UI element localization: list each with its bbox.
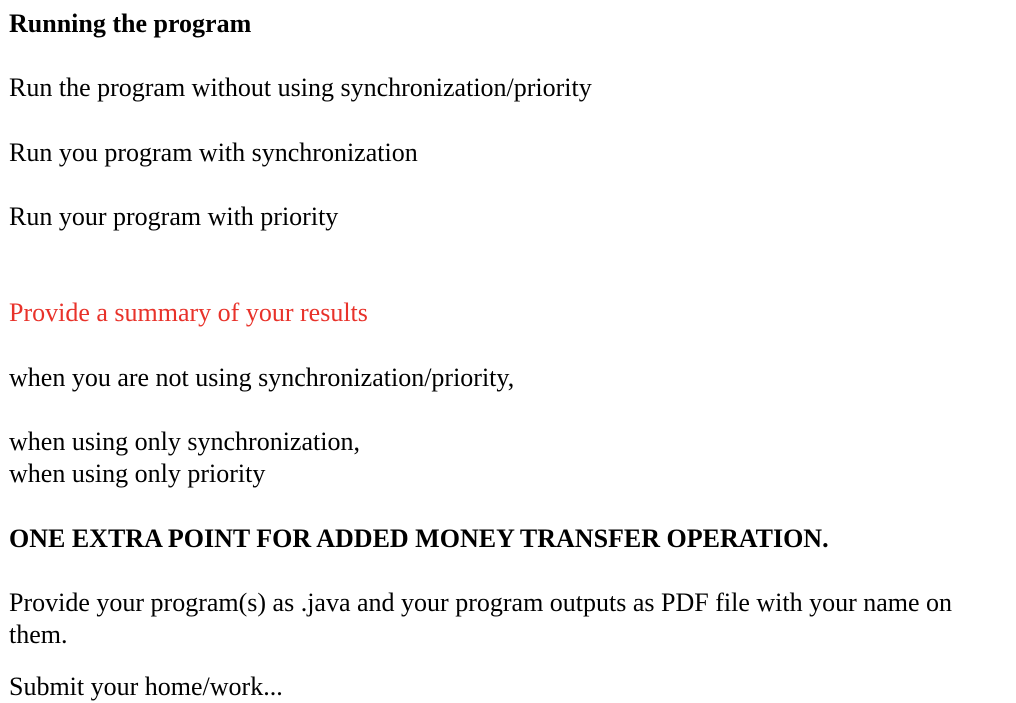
run-item-sync: Run you program with synchronization — [9, 138, 418, 167]
run-item-priority: Run your program with priority — [9, 202, 339, 231]
summary-item-sync-only: when using only synchronization, — [9, 427, 360, 456]
summary-item-priority-only: when using only priority — [9, 459, 266, 488]
summary-item-no-sync: when you are not using synchronization/priority, — [9, 363, 515, 392]
section-heading-running: Running the program — [9, 9, 252, 38]
submission-instructions: Provide your program(s) as .java and your program outputs as PDF file with your name on them. — [9, 588, 953, 649]
cutoff-line — [9, 672, 409, 701]
run-item-no-sync: Run the program without using synchronization/priority — [9, 73, 592, 102]
extra-point-note: ONE EXTRA POINT FOR ADDED MONEY TRANSFER OPERATION. — [9, 524, 829, 553]
cutoff-line-text: Submit your home/work... — [9, 672, 283, 701]
summary-heading: Provide a summary of your results — [9, 298, 368, 327]
